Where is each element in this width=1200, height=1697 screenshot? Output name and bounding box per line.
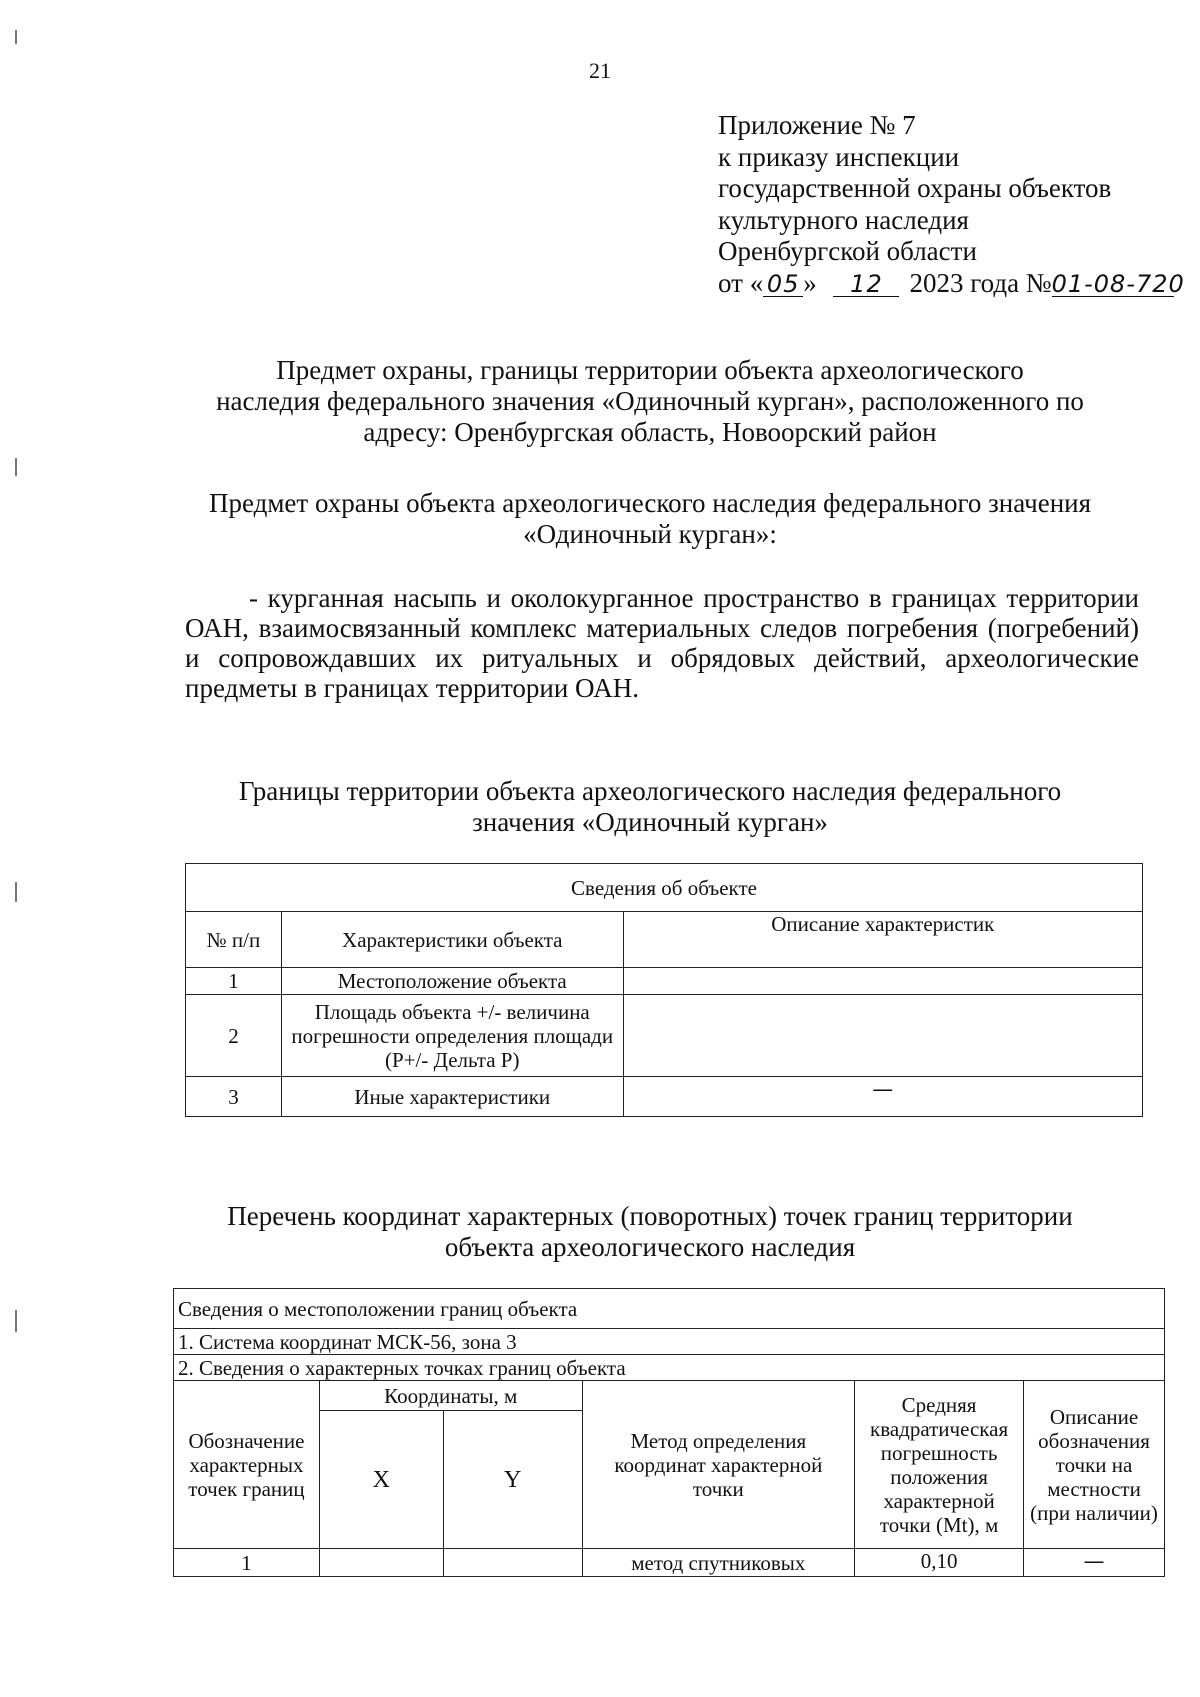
header-designation: Обозначение характерных точек границ: [174, 1381, 320, 1549]
scan-artifact: [15, 882, 17, 902]
row-number: 2: [186, 995, 282, 1077]
row-characteristic: Местоположение объекта: [281, 968, 623, 995]
row-value: [623, 968, 1142, 995]
points-caption: 2. Сведения о характерных точках границ объекта: [174, 1355, 1165, 1381]
coordinates-heading: [170, 1201, 1130, 1263]
scan-artifact: [15, 1310, 17, 1332]
year-text: 2023 года №: [909, 267, 1052, 298]
scan-artifact: [15, 30, 17, 44]
subject-paragraph: [185, 583, 1139, 703]
appendix-line: культурного наследия: [718, 204, 969, 235]
point-y: [443, 1549, 582, 1577]
handwritten-day: 05: [763, 272, 803, 297]
date-mid: »: [803, 267, 817, 298]
scan-artifact: [15, 458, 17, 476]
header-x: X: [319, 1411, 443, 1549]
table-caption: Сведения о местоположении границ объекта: [174, 1289, 1165, 1329]
handwritten-month: 12: [833, 272, 899, 297]
point-x: [319, 1549, 443, 1577]
title-line: наследия федерального значения «Одиночный курган», расположенного по: [216, 386, 1084, 416]
appendix-line: Оренбургской области: [718, 236, 977, 266]
row-characteristic: Площадь объекта +/- величина погрешности определения площади (Р+/- Дельта Р): [281, 995, 623, 1077]
column-header: № п/п: [186, 912, 282, 968]
title-line: адресу: Оренбургская область, Новоорский район: [363, 417, 937, 447]
appendix-line: к приказу инспекции: [718, 141, 960, 172]
date-prefix: от «: [718, 267, 764, 298]
row-value: [623, 995, 1142, 1077]
point-error: 0,10: [855, 1549, 1024, 1577]
subject-heading: [170, 488, 1130, 550]
appendix-block: [718, 110, 1185, 299]
row-number: 1: [186, 968, 282, 995]
heading-line: объекта археологического наследия: [444, 1232, 856, 1262]
column-header: Характеристики объекта: [281, 912, 623, 968]
coordinate-system: 1. Система координат МСК-56, зона 3: [174, 1329, 1165, 1355]
borders-heading: [170, 776, 1130, 838]
heading-line: Предмет охраны объекта археологического наследия федерального значения: [208, 488, 1092, 518]
page-number: 21: [589, 58, 611, 83]
heading-line: Границы территории объекта археологического наследия федерального: [238, 776, 1062, 806]
heading-line: значения «Одиночный курган»: [472, 807, 828, 837]
point-designation: 1: [174, 1549, 320, 1577]
coordinates-table: [173, 1288, 1165, 1577]
header-method: Метод определения координат характерной точки: [582, 1381, 855, 1549]
row-characteristic: Иные характеристики: [281, 1077, 623, 1117]
row-number: 3: [186, 1077, 282, 1117]
handwritten-order-number: 01-08-720: [1051, 269, 1185, 298]
paragraph-text: - курганная насыпь и околокурганное пространство в границах территории ОАН, взаимосвязанный комплекс материальных следов погребения (погребений) и сопровождавших их ритуальных и обрядовых действий, археологические предметы в границах территории ОАН.: [185, 583, 1139, 703]
appendix-date-line: [718, 267, 1185, 300]
header-coordinates: Координаты, м: [319, 1381, 582, 1411]
header-description: Описание обозначения точки на местности (при наличии): [1024, 1381, 1165, 1549]
appendix-line: Приложение № 7: [718, 110, 916, 140]
row-value: —: [623, 1077, 1142, 1117]
header-error: Средняя квадратическая погрешность положения характерной точки (Mt), м: [855, 1381, 1024, 1549]
point-description: —: [1024, 1549, 1165, 1577]
heading-line: «Одиночный курган»:: [523, 519, 777, 549]
object-info-table: [185, 863, 1143, 1117]
title-line: Предмет охраны, границы территории объекта археологического: [276, 355, 1024, 385]
table-caption: Сведения об объекте: [186, 864, 1143, 912]
appendix-line: государственной охраны объектов: [718, 173, 1112, 203]
header-y: Y: [443, 1411, 582, 1549]
heading-line: Перечень координат характерных (поворотных) точек границ территории: [227, 1201, 1073, 1231]
column-header: Описание характеристик: [623, 912, 1142, 968]
document-title: [170, 355, 1130, 448]
point-method: метод спутниковых: [582, 1549, 855, 1577]
